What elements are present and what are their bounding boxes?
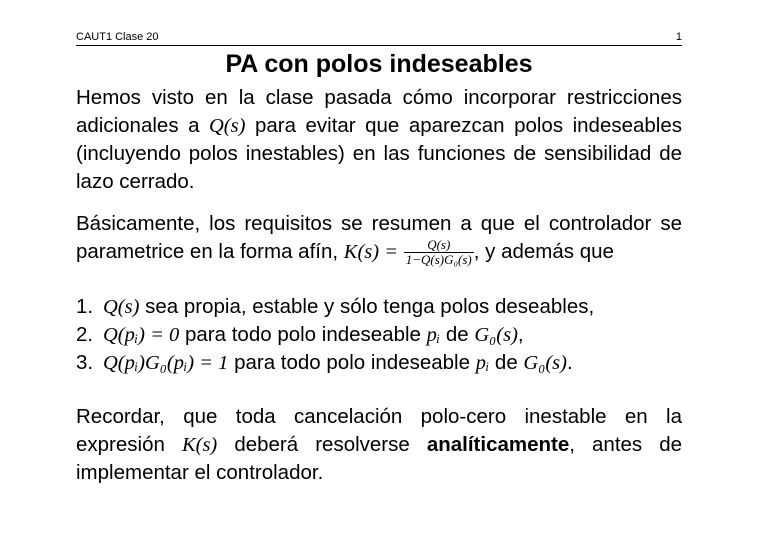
list-item-text: sea propia, estable y sólo tenga polos deseables, (139, 295, 595, 319)
list-item-text: de (440, 323, 475, 347)
list-item-number: 3. (76, 351, 94, 375)
paragraph-requirements (76, 210, 682, 267)
requirements-list (76, 293, 682, 377)
list-item-math: pᵢ (426, 324, 441, 347)
list-item-number: 2. (76, 323, 94, 347)
fraction-numerator: Q(s) (404, 238, 474, 253)
list-item-math: pᵢ (475, 352, 490, 375)
fraction-denominator: 1−Q(s)G₀(s) (405, 252, 472, 268)
list-item-text: de (489, 351, 524, 375)
paragraph-note (76, 403, 682, 487)
list-item-text: para todo polo indeseable (228, 351, 476, 375)
paragraph-note-text: Recordar, que toda cancelación polo-cero inestable en la expresión (76, 405, 682, 457)
paragraph-requirements-text: Básicamente, los requisitos se resumen a que el controlador se parametrice en la forma afín, (76, 212, 682, 263)
page-header (76, 28, 682, 46)
list-item-math: Q(s) (103, 296, 140, 319)
list-item-text: , (517, 323, 524, 347)
list-item-math: G₀(s) (474, 324, 518, 347)
paragraph-intro-rest: para evitar que aparezcan polos indeseables (incluyendo polos inestables) en las funciones de sensibilidad de lazo cerrado. (76, 114, 683, 193)
list-item-math: G₀(s) (523, 352, 567, 375)
list-item (76, 321, 682, 349)
list-item-math: Q(pᵢ)G₀(pᵢ) = 1 (103, 352, 229, 375)
slide-title: PA con polos indeseables (225, 50, 533, 78)
math-k-of-s: K(s) (181, 434, 218, 457)
math-k-of-s: K(s) = (343, 241, 399, 263)
paragraph-intro (76, 84, 682, 196)
list-item-math: Q(pᵢ) = 0 (103, 324, 180, 347)
header-course: CAUT1 Clase 20 (76, 31, 159, 43)
emphasis-analiticamente: analíticamente (426, 433, 570, 457)
paragraph-note-rest: , antes de implementar el controlador. (76, 433, 683, 485)
math-q-of-s: Q(s) (209, 115, 246, 137)
list-item-text: . (566, 351, 573, 375)
list-item-number: 1. (76, 295, 94, 319)
paragraph-intro-text: Hemos visto en la clase pasada cómo incorporar restricciones adicionales a (76, 86, 682, 137)
list-item (76, 349, 682, 377)
paragraph-requirements-rest: , y además que (473, 240, 614, 263)
list-item (76, 293, 682, 321)
slide-content (76, 84, 682, 487)
list-item-text: para todo polo indeseable (179, 323, 427, 347)
paragraph-note-mid: deberá resolverse (234, 433, 410, 457)
math-fraction (404, 238, 474, 267)
header-page-number: 1 (675, 31, 682, 43)
